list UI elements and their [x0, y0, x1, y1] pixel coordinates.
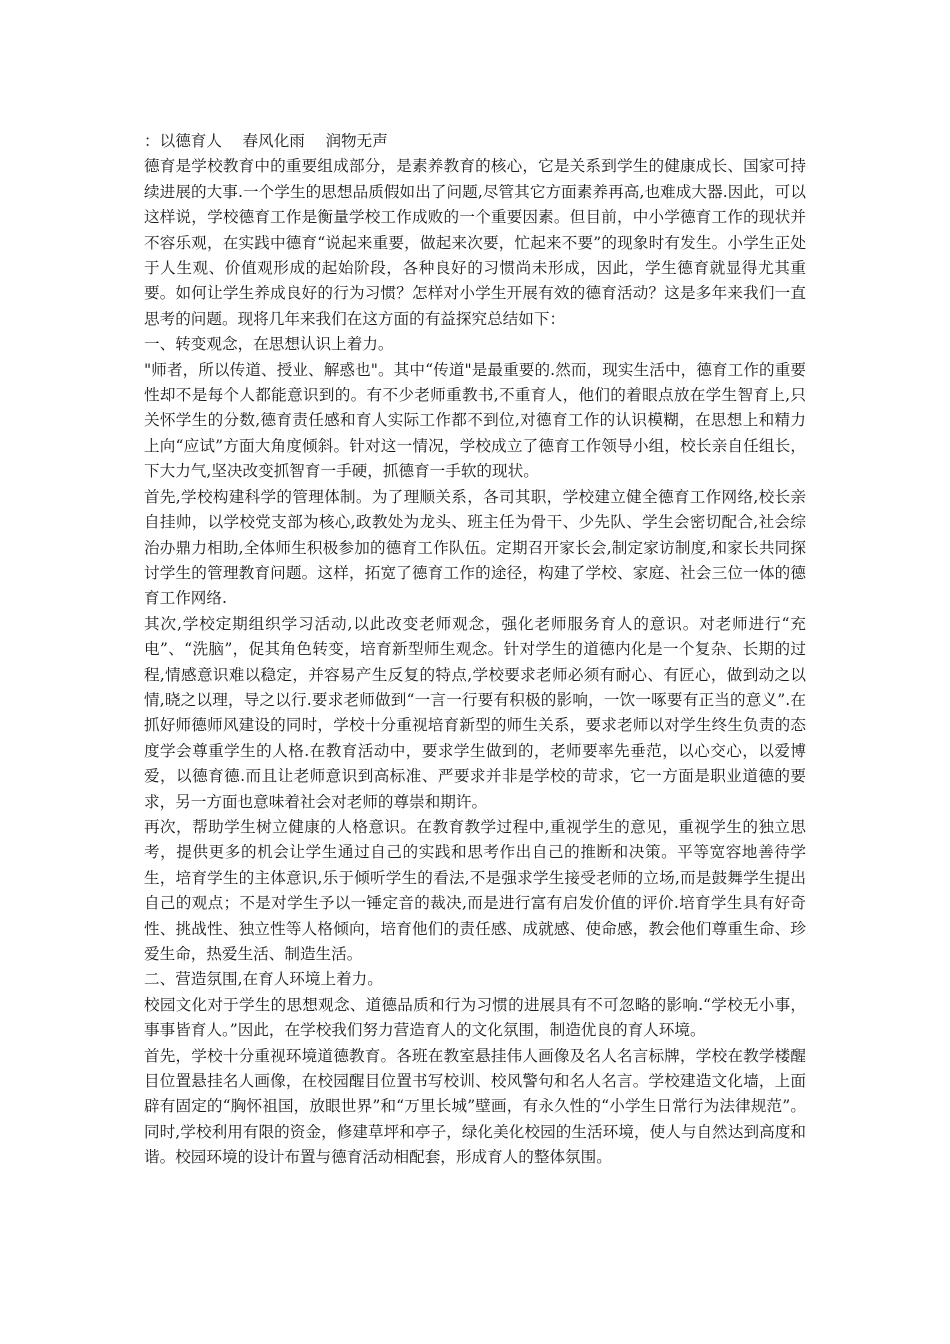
- section-heading-2: 二、营造氛围,在育人环境上着力。: [144, 970, 383, 989]
- paragraph: 首先,学校构建科学的管理体制。为了理顺关系，各司其职，学校建立健全德育工作网络,校长亲自挂帅，以学校党支部为核心,政教处为龙头、班主任为骨干、少先队、学生会密切配合,社会综治办鼎力相助,全体师生积极参加的德育工作队伍。定期召开家长会,制定家访制度,和家长共同探讨学生的管理教育问题。这样，拓宽了德育工作的途径，构建了学校、家庭、社会三位一体的德育工作网络.: [144, 487, 806, 608]
- paragraph-intro: 德育是学校教育中的重要组成部分，是素养教育的核心，它是关系到学生的健康成长、国家可持续进展的大事.一个学生的思想品质假如出了问题,尽管其它方面素养再高,也难成大器.因此，可以这样说，学校德育工作是衡量学校工作成败的一个重要因素。但目前，中小学德育工作的现状并不容乐观，在实践中德育“说起来重要，做起来次要，忙起来不要”的现象时有发生。小学生正处于人生观、价值观形成的起始阶段，各种良好的习惯尚未形成，因此，学生德育就显得尤其重要。如何让学生养成良好的行为习惯？怎样对小学生开展有效的德育活动？这是多年来我们一直思考的问题。现将几年来我们在这方面的有益探究总结如下：: [144, 157, 806, 328]
- document-body: [144, 129, 806, 1171]
- paragraph: 其次,学校定期组织学习活动,以此改变老师观念，强化老师服务育人的意识。对老师进行“充电”、“洗脑”，促其角色转变，培育新型师生观念。针对学生的道德内化是一个复杂、长期的过程,情感意识难以稳定，并容易产生反复的特点,学校要求老师必须有耐心、有匠心，做到动之以情,晓之以理，导之以行.要求老师做到“一言一行要有积极的影响，一饮一啄要有正当的意义”.在抓好师德师风建设的同时，学校十分重视培育新型的师生关系，要求老师以对学生终生负责的态度学会尊重学生的人格.在教育活动中，要求学生做到的，老师要率先垂范，以心交心，以爱博爱，以德育德.而且让老师意识到高标准、严要求并非是学校的苛求，它一方面是职业道德的要求，另一方面也意味着社会对老师的尊崇和期许。: [144, 614, 806, 811]
- paragraph: 再次，帮助学生树立健康的人格意识。在教育教学过程中,重视学生的意见，重视学生的独立思考，提供更多的机会让学生通过自己的实践和思考作出自己的推断和决策。平等宽容地善待学生，培育学生的主体意识,乐于倾听学生的看法,不是强求学生接受老师的立场,而是鼓舞学生提出自己的观点；不是对学生予以一锤定音的裁决,而是进行富有启发价值的评价.培育学生具有好奇性、挑战性、独立性等人格倾向，培育他们的责任感、成就感、使命感，教会他们尊重生命、珍爱生命，热爱生活、制造生活。: [144, 817, 806, 963]
- paragraph: 校园文化对于学生的思想观念、道德品质和行为习惯的进展具有不可忽略的影响.“学校无小事，事事皆育人。”因此，在学校我们努力营造育人的文化氛围，制造优良的育人环境。: [144, 995, 806, 1040]
- section-heading-1: 一、转变观念，在思想认识上着力。: [144, 335, 394, 354]
- document-title: ：以德育人 春风化雨 润物无声: [144, 132, 388, 150]
- paragraph: 首先，学校十分重视环境道德教育。各班在教室悬挂伟人画像及名人名言标牌，学校在教学楼醒目位置悬挂名人画像，在校园醒目位置书写校训、校风警句和名人名言。学校建造文化墙，上面辟有固定的“胸怀祖国，放眼世界”和“万里长城”壁画，有永久性的“小学生日常行为法律规范”。同时,学校利用有限的资金，修建草坪和亭子，绿化美化校园的生活环境，使人与自然达到高度和谐。校园环境的设计布置与德育活动相配套，形成育人的整体氛围。: [144, 1046, 806, 1167]
- paragraph: "师者，所以传道、授业、解惑也"。其中“传道"是最重要的.然而，现实生活中，德育工作的重要性却不是每个人都能意识到的。有不少老师重教书,不重育人，他们的着眼点放在学生智育上,只关怀学生的分数,德育责任感和育人实际工作都不到位,对德育工作的认识模糊，在思想上和精力上向“应试”方面大角度倾斜。针对这一情况，学校成立了德育工作领导小组，校长亲自任组长，下大力气,坚决改变抓智育一手硬，抓德育一手软的现状。: [144, 360, 806, 481]
